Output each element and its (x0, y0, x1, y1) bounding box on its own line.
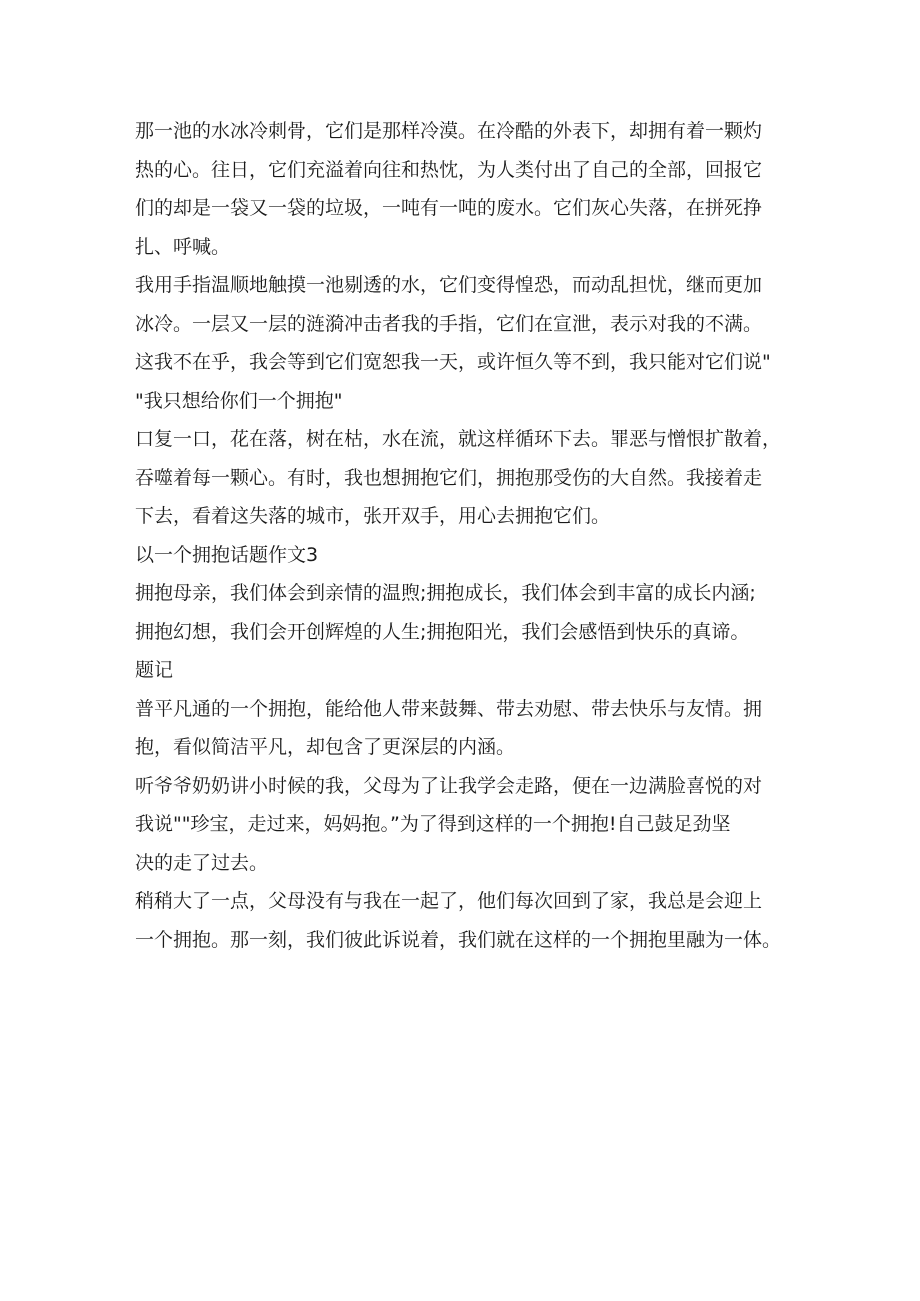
text-line: 我用手指温顺地触摸一池剔透的水，它们变得惶恐，而动乱担忧，继而更加 (135, 274, 763, 296)
text-line: "我只想给你们一个拥抱" (135, 389, 343, 412)
text-line: 下去，看着这失落的城市，张开双手，用心去拥抱它们。 (135, 505, 611, 527)
paragraph-3 (135, 420, 800, 536)
text-line: 热的心。往日，它们充溢着向往和热忱，为人类付出了自己的全部，回报它 (135, 158, 763, 181)
text-line: 拥抱母亲，我们体会到亲情的温煦;拥抱成长，我们体会到丰富的成长内涵; (135, 582, 756, 604)
section-heading (135, 536, 800, 575)
text-line: 听爷爷奶奶讲小时候的我，父母为了让我学会走路，便在一边满脸喜悦的对 (135, 774, 763, 797)
paragraph-6 (135, 767, 800, 883)
text-line: 吞噬着每一颗心。有时，我也想拥抱它们，拥抱那受伤的大自然。我接着走 (135, 466, 763, 489)
text-line: 这我不在乎，我会等到它们宽恕我一天，或许恒久等不到，我只能对它们说" (135, 351, 771, 373)
heading-line: 以一个拥抱话题作文3 (135, 543, 319, 566)
paragraph-4 (135, 574, 800, 651)
text-line: 一个拥抱。那一刻，我们彼此诉说着，我们就在这样的一个拥抱里融为一体。 (135, 928, 782, 951)
text-line: 普平凡通的一个拥抱，能给他人带来鼓舞、带去劝慰、带去快乐与友情。拥 (135, 697, 763, 720)
document-body (135, 112, 800, 959)
text-line: 我说""珍宝，走过来，妈妈抱。”为了得到这样的一个拥抱!自己鼓足劲坚 (135, 813, 731, 835)
text-line: 题记 (135, 659, 174, 681)
text-line: 扎、呼喊。 (135, 235, 231, 258)
epigraph-label (135, 651, 800, 690)
text-line: 抱，看似简洁平凡，却包含了更深层的内涵。 (135, 736, 516, 758)
text-line: 拥抱幻想，我们会开创辉煌的人生;拥抱阳光，我们会感悟到快乐的真谛。 (135, 620, 750, 643)
paragraph-7 (135, 882, 800, 959)
text-line: 稍稍大了一点，父母没有与我在一起了，他们每次回到了家，我总是会迎上 (135, 890, 763, 912)
text-line: 那一池的水冰冷刺骨，它们是那样冷漠。在冷酷的外表下，却拥有着一颗灼 (135, 120, 763, 142)
paragraph-2 (135, 266, 800, 420)
text-line: 决的走了过去。 (135, 851, 269, 874)
text-line: 口复一口，花在落，树在枯，水在流，就这样循环下去。罪恶与憎恨扩散着， (135, 428, 782, 450)
paragraph-5 (135, 690, 800, 767)
text-line: 冰冷。一层又一层的涟漪冲击者我的手指，它们在宣泄，表示对我的不满。 (135, 312, 763, 335)
text-line: 们的却是一袋又一袋的垃圾，一吨有一吨的废水。它们灰心失落，在拼死挣 (135, 197, 763, 219)
paragraph-1 (135, 112, 800, 266)
